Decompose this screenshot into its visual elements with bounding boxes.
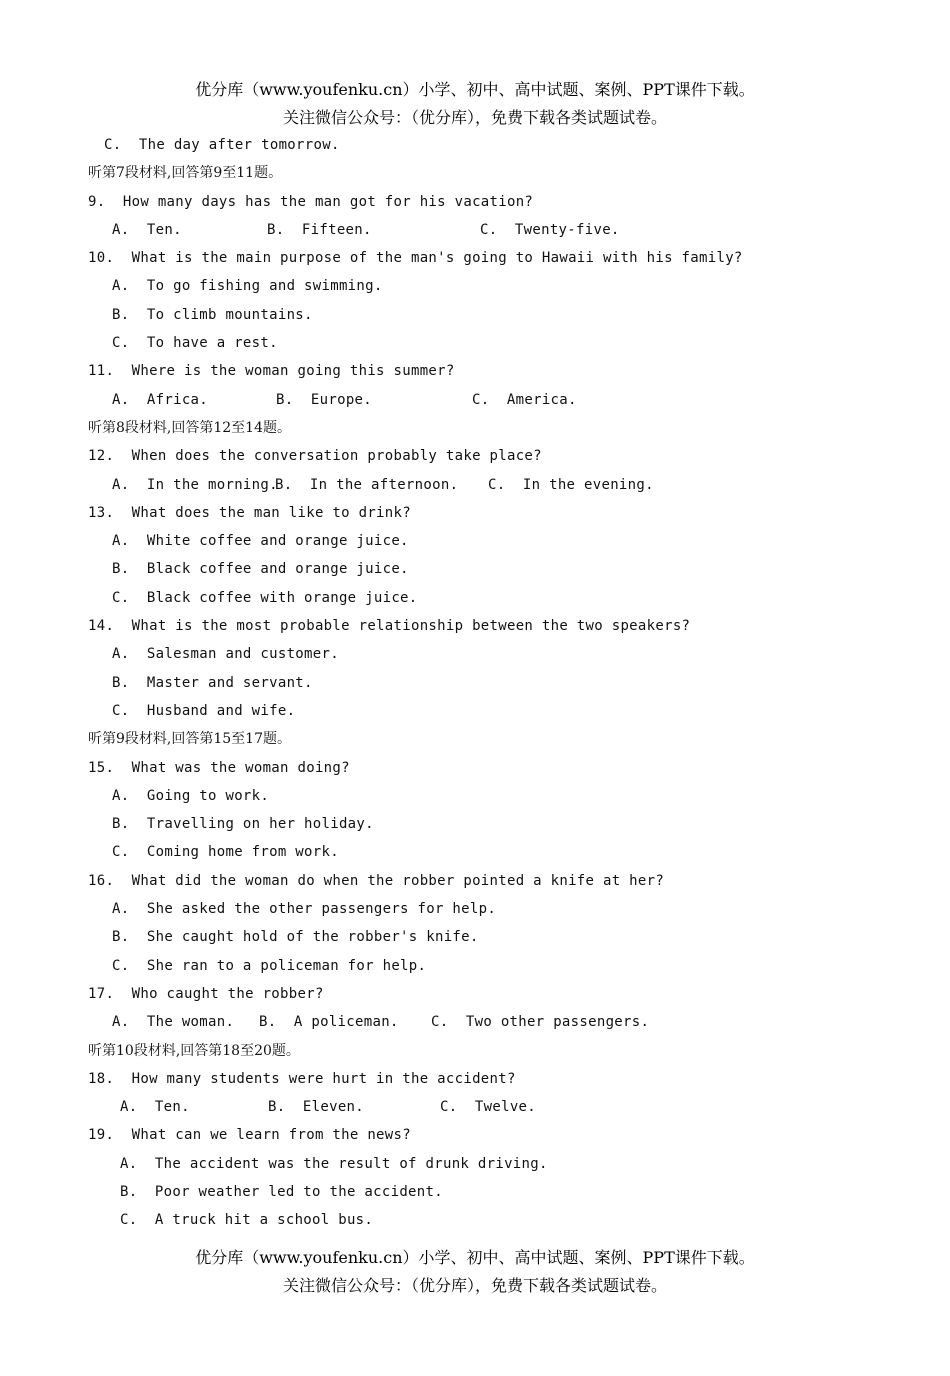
question-17: [88, 980, 888, 1037]
q13-option-b: B. Black coffee and orange juice.: [112, 561, 409, 578]
question-12-text: 12. When does the conversation probably take place?: [88, 448, 542, 465]
q13-option-a: A. White coffee and orange juice.: [112, 533, 409, 550]
q10-option-a: A. To go fishing and swimming.: [112, 278, 383, 295]
q18-option-b: B. Eleven.: [268, 1099, 365, 1116]
question-16-text: 16. What did the woman do when the robber pointed a knife at her?: [88, 872, 665, 889]
q11-option-b: B. Europe.: [276, 391, 373, 408]
footer-line-1: 优分库（www.youfenku.cn）小学、初中、高中试题、案例、PPT课件下载。: [195, 1248, 755, 1267]
q19-option-b: B. Poor weather led to the accident.: [120, 1183, 443, 1200]
question-18: [88, 1065, 888, 1122]
header-line-1: 优分库（www.youfenku.cn）小学、初中、高中试题、案例、PPT课件下载。: [195, 80, 755, 99]
question-10-text: 10. What is the main purpose of the man's going to Hawaii with his family?: [88, 250, 743, 267]
q19-option-c: C. A truck hit a school bus.: [120, 1212, 374, 1229]
question-13-text: 13. What does the man like to drink?: [88, 504, 411, 521]
q12-option-a: A. In the morning.: [112, 476, 278, 493]
page-footer: [0, 1244, 950, 1301]
q18-option-c: C. Twelve.: [440, 1099, 537, 1116]
q10-option-c: C. To have a rest.: [112, 335, 278, 352]
question-19-text: 19. What can we learn from the news?: [88, 1127, 411, 1144]
q11-option-c: C. America.: [472, 391, 577, 408]
header-line-2: 关注微信公众号：（优分库），免费下载各类试题试卷。: [282, 108, 667, 128]
q12-option-c: C. In the evening.: [488, 476, 654, 493]
section-8-heading: 听第8段材料,回答第12至14题。: [88, 419, 291, 436]
question-18-options: [88, 1093, 888, 1121]
question-15-text: 15. What was the woman doing?: [88, 759, 350, 776]
q9-option-b: B. Fifteen.: [267, 221, 372, 238]
q17-option-a: A. The woman.: [112, 1014, 235, 1031]
q15-option-c: C. Coming home from work.: [112, 844, 339, 861]
question-11: [88, 357, 888, 414]
question-12: [88, 442, 888, 499]
q11-option-a: A. Africa.: [112, 391, 209, 408]
question-9-text: 9. How many days has the man got for his vacation?: [88, 193, 534, 210]
exam-content: [88, 131, 888, 1235]
q19-option-a: A. The accident was the result of drunk driving.: [120, 1155, 548, 1172]
q14-option-a: A. Salesman and customer.: [112, 646, 339, 663]
q15-option-a: A. Going to work.: [112, 787, 270, 804]
question-10: [88, 244, 888, 357]
q14-option-c: C. Husband and wife.: [112, 702, 296, 719]
question-9: [88, 188, 888, 245]
question-11-text: 11. Where is the woman going this summer?: [88, 363, 455, 380]
question-9-options: [88, 216, 888, 244]
section-10-heading: 听第10段材料,回答第18至20题。: [88, 1042, 300, 1059]
q16-option-b: B. She caught hold of the robber's knife.: [112, 929, 479, 946]
question-11-options: [88, 386, 888, 414]
carryover-option-c: C. The day after tomorrow.: [104, 137, 340, 153]
question-16: [88, 867, 888, 980]
q15-option-b: B. Travelling on her holiday.: [112, 816, 374, 833]
question-17-options: [88, 1008, 888, 1036]
question-13: [88, 499, 888, 612]
q18-option-a: A. Ten.: [120, 1099, 190, 1116]
question-14-text: 14. What is the most probable relationship between the two speakers?: [88, 618, 691, 635]
question-15: [88, 754, 888, 867]
question-14: [88, 612, 888, 725]
section-9-heading: 听第9段材料,回答第15至17题。: [88, 731, 291, 748]
q10-option-b: B. To climb mountains.: [112, 306, 313, 323]
section-7-heading: 听第7段材料,回答第9至11题。: [88, 165, 283, 182]
question-18-text: 18. How many students were hurt in the accident?: [88, 1070, 516, 1087]
page-header: [0, 76, 950, 133]
q12-option-b: B. In the afternoon.: [275, 476, 459, 493]
question-19: [88, 1121, 888, 1234]
q17-option-c: C. Two other passengers.: [431, 1014, 650, 1031]
question-12-options: [88, 471, 888, 499]
q16-option-a: A. She asked the other passengers for help.: [112, 901, 497, 918]
q17-option-b: B. A policeman.: [259, 1014, 399, 1031]
footer-line-2: 关注微信公众号：（优分库），免费下载各类试题试卷。: [282, 1276, 667, 1296]
q9-option-a: A. Ten.: [112, 221, 182, 238]
q13-option-c: C. Black coffee with orange juice.: [112, 589, 418, 606]
q16-option-c: C. She ran to a policeman for help.: [112, 957, 427, 974]
q9-option-c: C. Twenty-five.: [480, 221, 620, 238]
q14-option-b: B. Master and servant.: [112, 674, 313, 691]
question-17-text: 17. Who caught the robber?: [88, 985, 324, 1002]
